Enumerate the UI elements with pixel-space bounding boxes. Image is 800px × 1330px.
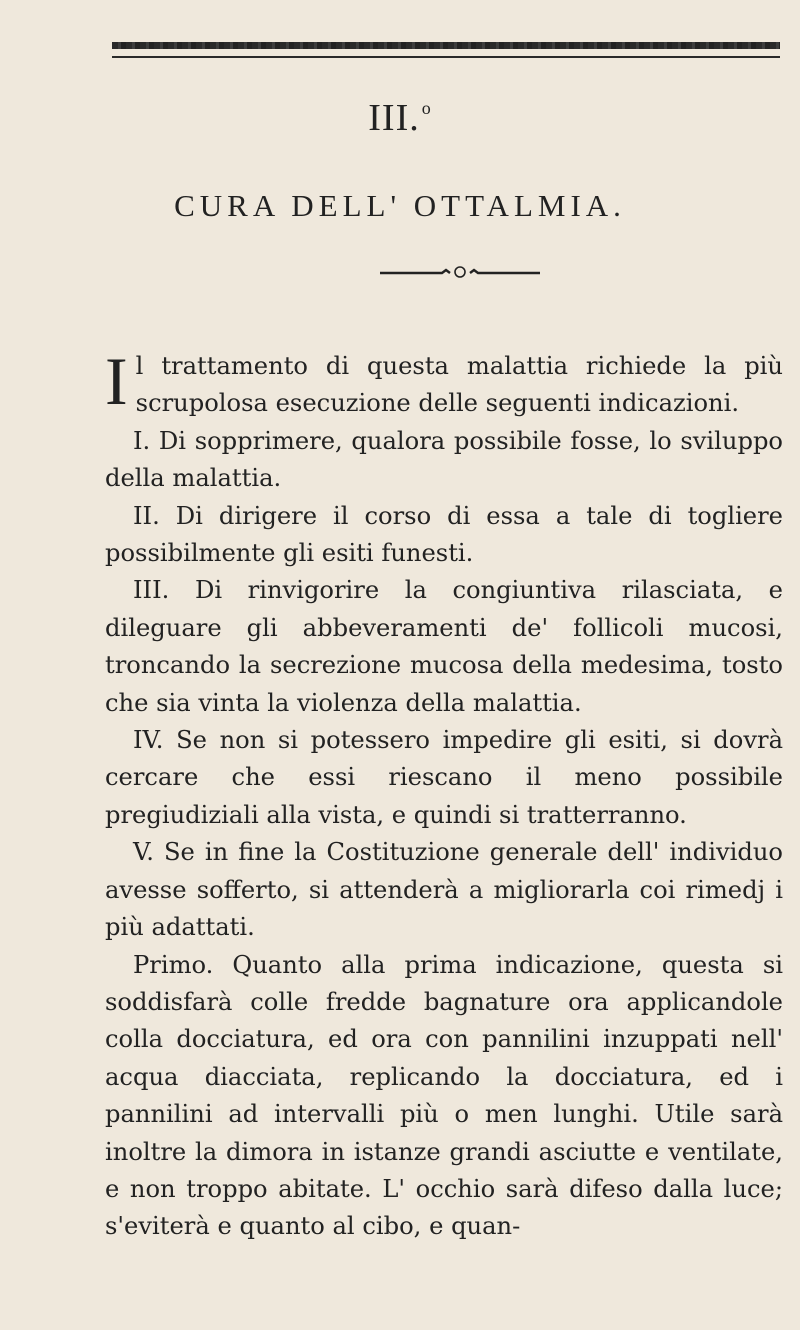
- chapter-heading: [0, 96, 800, 140]
- chapter-title: CURA DELL' OTTALMIA.: [174, 188, 626, 223]
- header-thin-rule: [112, 56, 780, 58]
- paragraph-intro: Il trattamento di questa malattia richiede la più scrupolosa esecuzione delle seguenti indicazioni.: [105, 343, 783, 419]
- paragraph-indication-3: III. Di rinvigorire la congiuntiva rilasciata, e dileguare gli abbeveramenti de' follicoli mucosi, troncando la secrezione mucosa della medesima, tosto che sia vinta la violenza della malattia.: [105, 576, 783, 717]
- ornament-divider-icon: [380, 262, 540, 282]
- chapter-number: III.: [368, 97, 420, 139]
- header-thick-rule: [112, 42, 780, 49]
- paragraph-primo: Primo. Quanto alla prima indicazione, questa si soddisfarà colle fredde bagnature ora applicandole colla docciatura, ed ora con pannilini inzuppati nell' acqua diacciata, replicando la docciatura, ed i pannilini ad intervalli più o men lunghi. Utile sarà inoltre la dimora in istanze grandi asciutte e ventilate, e non troppo abitate. L' occhio sarà difeso dalla luce; s'eviterà e quanto al cibo, e quan-: [105, 950, 783, 1241]
- paragraph-indication-1: I. Di sopprimere, qualora possibile fosse, lo sviluppo della malattia.: [105, 426, 783, 493]
- paragraph-indication-5: V. Se in fine la Costituzione generale dell' individuo avesse sofferto, si attenderà a migliorarla coi rimedj i più adattati.: [105, 838, 783, 942]
- paragraph-indication-2: II. Di dirigere il corso di essa a tale di toglierе possibilmente gli esiti funesti.: [105, 501, 783, 568]
- chapter-suffix: o: [421, 98, 432, 118]
- body-text: [105, 343, 783, 1246]
- dropcap: I: [105, 343, 128, 419]
- paragraph-indication-4: IV. Se non si potessero impedire gli esiti, si dovrà cercare che essi riescano il meno possibile pregiudiziali alla vista, e quindi si tratterranno.: [105, 726, 783, 829]
